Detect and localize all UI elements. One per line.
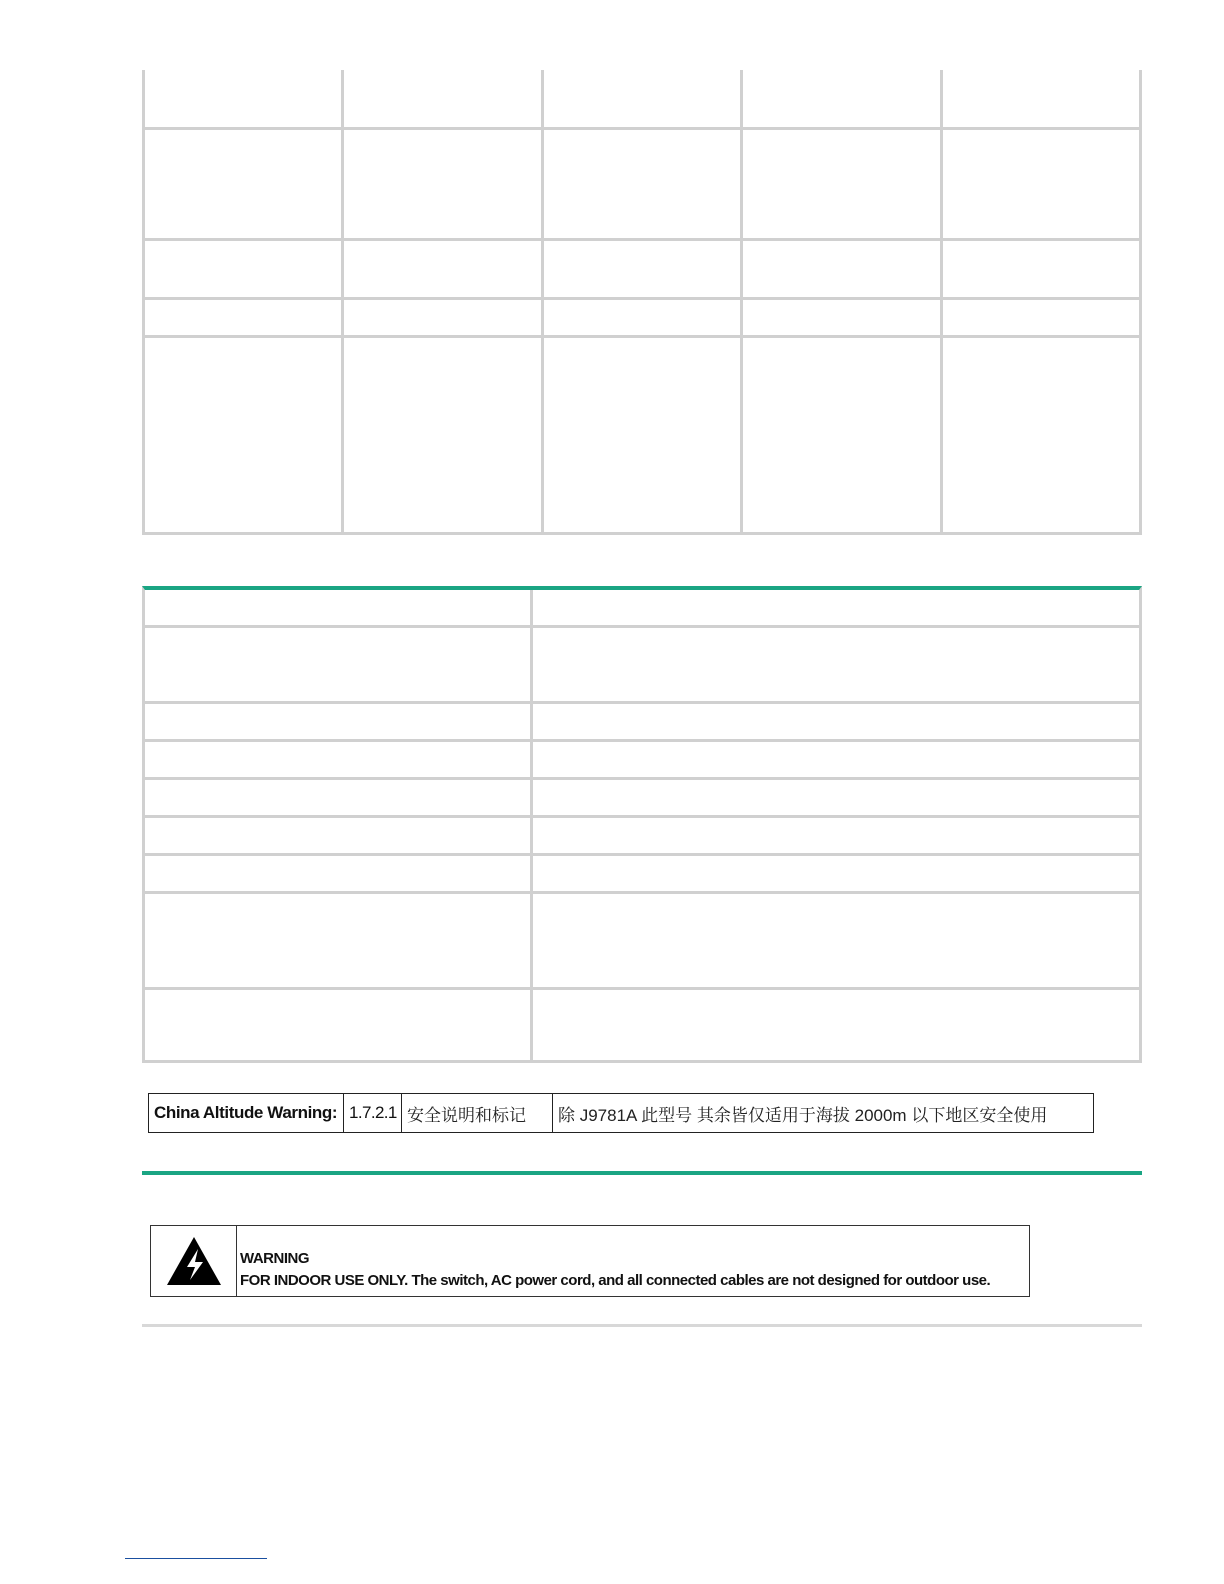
- table-cell: [943, 130, 1139, 238]
- table-row: [145, 338, 1139, 532]
- table-cell: [544, 130, 743, 238]
- table-cell: [533, 780, 1139, 815]
- table-cell: [533, 818, 1139, 853]
- warning-title: WARNING: [240, 1250, 309, 1267]
- table-cell: [533, 856, 1139, 891]
- table-cell: [544, 70, 743, 127]
- table-row: [145, 704, 1139, 742]
- table-row: [145, 241, 1139, 300]
- warning-message: FOR INDOOR USE ONLY. The switch, AC power cord, and all connected cables are not designed for outdoor use.: [240, 1272, 991, 1289]
- table-cell: [145, 338, 344, 532]
- specifications-table-top: [142, 70, 1142, 535]
- table-cell: [743, 70, 942, 127]
- table-cell: [943, 241, 1139, 297]
- table-cell: [943, 338, 1139, 532]
- table-cell: [743, 300, 942, 335]
- table-row: [145, 818, 1139, 856]
- electrical-hazard-icon: [165, 1235, 223, 1287]
- table-row: [145, 70, 1139, 130]
- table-cell: [145, 628, 533, 701]
- table-cell: [743, 241, 942, 297]
- section-divider: [142, 1171, 1142, 1175]
- table-cell: [943, 300, 1139, 335]
- table-row: [145, 130, 1139, 241]
- table-row: [145, 300, 1139, 338]
- table-row: [145, 742, 1139, 780]
- table-cell: [145, 990, 533, 1060]
- altitude-section-title: 安全说明和标记: [402, 1094, 553, 1132]
- table-cell: [145, 856, 533, 891]
- table-cell: [544, 338, 743, 532]
- table-cell: [145, 780, 533, 815]
- china-altitude-warning: [148, 1093, 1094, 1133]
- table-row: [145, 856, 1139, 894]
- table-cell: [533, 704, 1139, 739]
- warning-text: [237, 1226, 1029, 1296]
- table-cell: [344, 130, 543, 238]
- table-cell: [344, 338, 543, 532]
- table-row: [145, 990, 1139, 1060]
- table-row: [145, 894, 1139, 990]
- table-cell: [145, 818, 533, 853]
- table-cell: [344, 300, 543, 335]
- table-cell: [533, 990, 1139, 1060]
- table-cell: [145, 590, 533, 625]
- footnote-separator: [125, 1558, 267, 1559]
- table-header-row: [145, 590, 1139, 628]
- table-cell: [344, 70, 543, 127]
- regulatory-table: [142, 586, 1142, 1063]
- table-cell: [145, 130, 344, 238]
- table-cell: [145, 70, 344, 127]
- table-cell: [743, 130, 942, 238]
- table-cell: [344, 241, 543, 297]
- altitude-warning-text: 除 J9781A 此型号 其余皆仅适用于海拔 2000m 以下地区安全使用: [558, 1105, 1048, 1125]
- warning-icon-cell: [151, 1226, 237, 1296]
- table-cell: [533, 628, 1139, 701]
- table-row: [145, 628, 1139, 704]
- table-cell: [544, 241, 743, 297]
- indoor-use-warning: [150, 1225, 1030, 1297]
- altitude-warning-label: China Altitude Warning:: [149, 1094, 344, 1132]
- table-cell: [533, 894, 1139, 987]
- table-cell: [145, 300, 344, 335]
- section-divider-gray: [142, 1324, 1142, 1327]
- table-cell: [145, 241, 344, 297]
- table-cell: [533, 590, 1139, 625]
- altitude-clause-number: 1.7.2.1: [344, 1094, 402, 1132]
- table-cell: [145, 704, 533, 739]
- table-cell: [544, 300, 743, 335]
- table-row: [145, 780, 1139, 818]
- table-cell: [943, 70, 1139, 127]
- table-cell: [145, 742, 533, 777]
- table-cell: [743, 338, 942, 532]
- table-cell: [533, 742, 1139, 777]
- table-cell: [145, 894, 533, 987]
